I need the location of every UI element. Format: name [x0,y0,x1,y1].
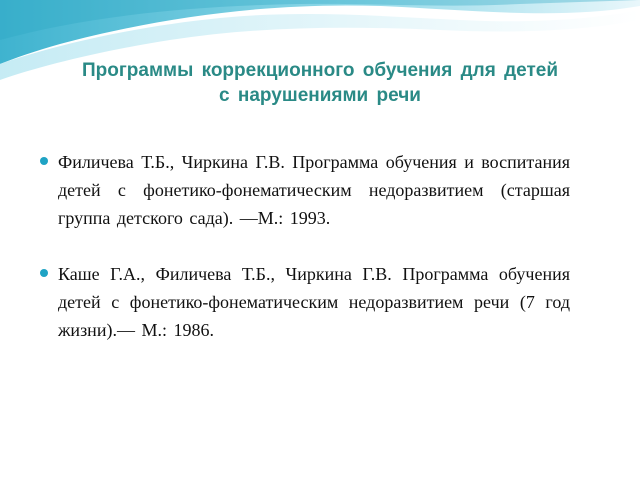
reference-item [40,260,570,344]
reference-text: Каше Г.А., Филичева Т.Б., Чиркина Г.В. Программа обучения детей с фонетико-фонематическим недоразвитием речи (7 год жизни).— М.: 1986. [58,264,570,340]
slide-title [20,58,620,108]
title-line-1: Программы коррекционного обучения для детей [82,60,558,81]
bullet-dot-icon [40,157,48,165]
bullet-dot-icon [40,269,48,277]
reference-text: Филичева Т.Б., Чиркина Г.В. Программа обучения и воспитания детей с фонетико-фонематическим недоразвитием (старшая группа детского сада). —М.: 1993. [58,152,570,228]
reference-list [40,148,570,344]
title-line-2: с нарушениями речи [219,85,421,106]
reference-item [40,148,570,232]
